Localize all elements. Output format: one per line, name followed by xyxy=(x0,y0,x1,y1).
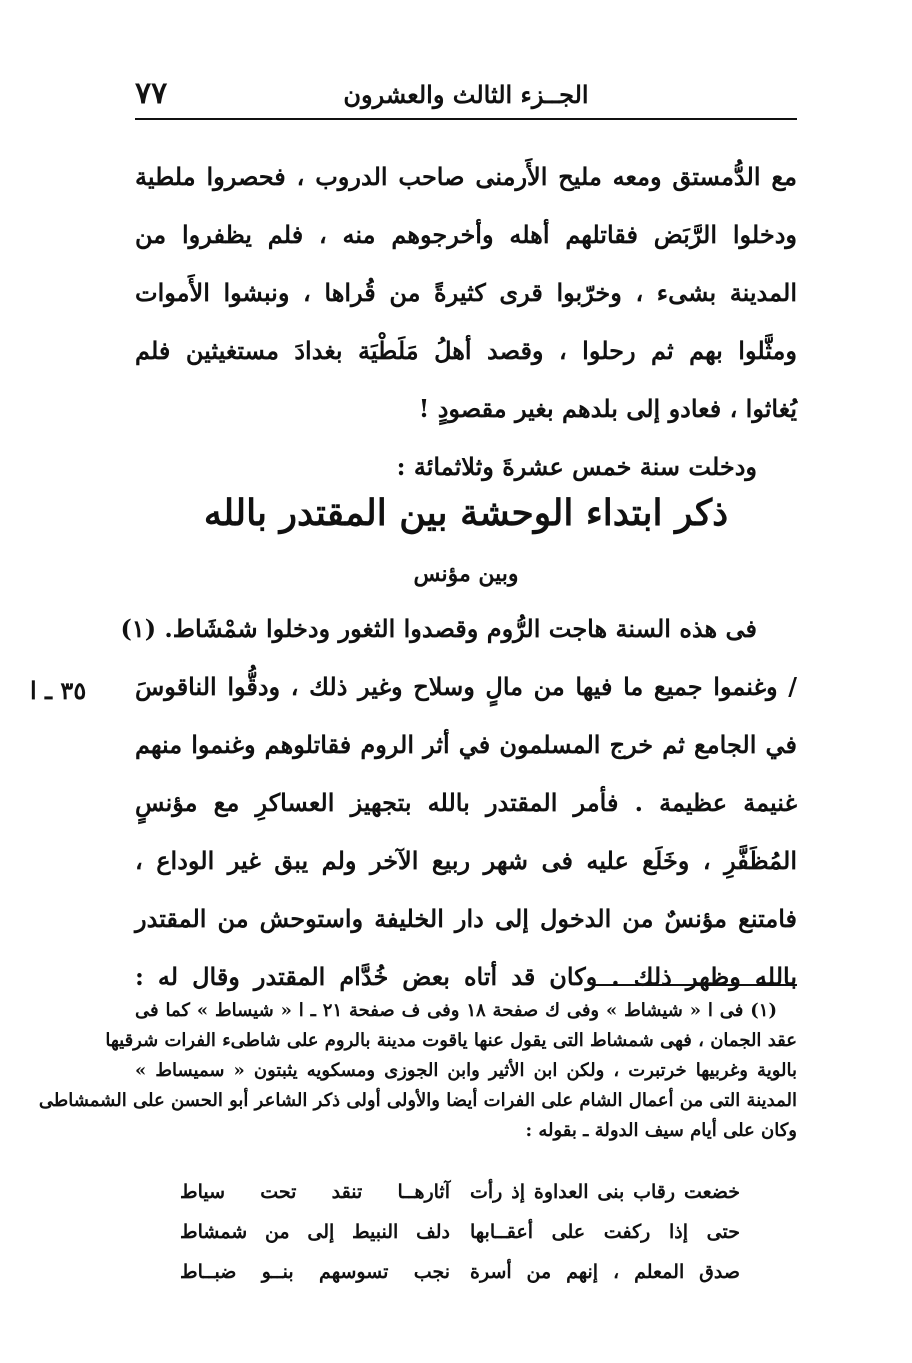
poem-verse xyxy=(170,1212,750,1252)
body-text-top xyxy=(135,148,797,496)
poem xyxy=(170,1172,750,1292)
body-line: في الجامع ثم خرج المسلمون في أثر الروم فقاتلوهم وغنموا منهم xyxy=(135,730,797,759)
body-line: فامتنع مؤنسٌ من الدخول إلى دار الخليفة واستوحش من المقتدر xyxy=(135,904,797,933)
body-line: غنيمة عظيمة . فأمر المقتدر بالله بتجهيز العساكرِ مع مؤنسٍ xyxy=(135,788,797,817)
page-number: ٧٧ xyxy=(135,76,168,111)
footnote-line: المدينة التى من أعمال الشام على الفرات أيضا والأولى أولى ذكر الشاعر أبو الحسن على الشمشاطى xyxy=(38,1090,797,1111)
poem-verse xyxy=(170,1252,750,1292)
hemistich-second: نجب تسوسهم بنــو ضبــاط xyxy=(180,1261,450,1283)
year-line: ودخلت سنة خمس عشرةَ وثلاثمائة : xyxy=(396,452,757,481)
poem-verse xyxy=(170,1172,750,1212)
hemistich-second: دلف النبيط إلى من شمشاط xyxy=(180,1221,450,1243)
hemistich-first: حتى إذا ركفت على أعقــابها xyxy=(470,1221,740,1243)
body-line: ودخلوا الرَّبَض فقاتلهم أهله وأخرجوهم منه ، فلم يظفروا من xyxy=(135,220,797,249)
body-line: بالله وظهر ذلك . وكان قد أتاه بعض خُدَّام المقتدر وقال له : xyxy=(135,962,797,991)
body-line: مع الدُّمستق ومعه مليح الأَرمنى صاحب الدروب ، فحصروا ملطية xyxy=(135,162,798,191)
hemistich-second: آثارهــا تنقد تحت سياط xyxy=(180,1181,450,1203)
hemistich-first: صدق المعلم ، إنهم من أسرة xyxy=(470,1261,740,1283)
footnotes xyxy=(38,996,797,1146)
running-title: الجــزء الثالث والعشرون xyxy=(343,80,589,109)
body-line: المُظَفَّرِ ، وخَلَع عليه فى شهر ربيع الآخر ولم يبق غير الوداع ، xyxy=(135,846,797,875)
body-line: ومثَّلوا بهم ثم رحلوا ، وقصد أهلُ مَلَطْيَة بغدادَ مستغيثين فلم xyxy=(135,336,797,365)
page-header xyxy=(135,70,797,120)
body-line: فى هذه السنة هاجت الرُّوم وقصدوا الثغور ودخلوا شمْشَاط. (١) xyxy=(120,614,757,643)
hemistich-first: خضعت رقاب بنى العداوة إذ رأت xyxy=(470,1181,740,1203)
footnote-line: بالوية وغربيها خرتبرت ، ولكن ابن الأثير وابن الجوزى ومسكويه يثبتون « سميساط » xyxy=(135,1060,797,1081)
chapter-subtitle: وبين مؤنس xyxy=(413,561,519,587)
body-line: يُغاثوا ، فعادو إلى بلدهم بغير مقصودٍ ! xyxy=(418,394,797,423)
footnote-line: (١) فى ا « شيشاط » وفى ك صفحة ١٨ وفى ف صفحة ٢١ ـ ا « شيساط » كما فى xyxy=(135,1000,777,1021)
footnote-divider xyxy=(592,984,797,986)
margin-reference: ٣٥ ـ ا xyxy=(30,676,87,705)
body-line: / وغنموا جميع ما فيها من مالٍ وسلاح وغير ذلك ، ودقُّوا الناقوسَ xyxy=(135,672,797,701)
body-text-bottom xyxy=(120,600,797,1006)
footnote-line: وكان على أيام سيف الدولة ـ بقوله : xyxy=(525,1120,797,1141)
footnote-line: عقد الجمان ، فهى شمشاط التى يقول عنها ياقوت مدينة بالروم على شاطىء الفرات شرقيها xyxy=(105,1030,797,1051)
body-line: المدينة بشىء ، وخرّبوا قرى كثيرةً من قُراها ، ونبشوا الأَموات xyxy=(135,278,797,307)
chapter-title: ذكر ابتداء الوحشة بين المقتدر بالله xyxy=(203,492,729,534)
